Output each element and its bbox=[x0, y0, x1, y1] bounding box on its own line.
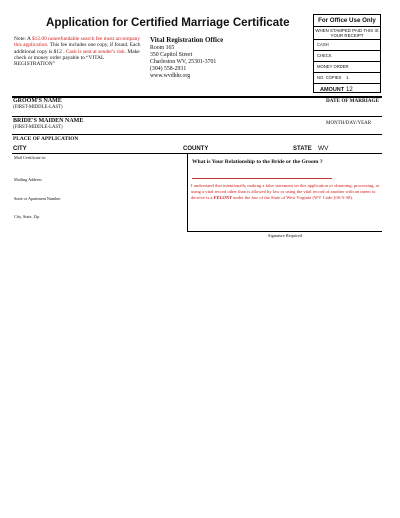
divider bbox=[12, 153, 382, 154]
page-title: Application for Certified Marriage Certificate bbox=[46, 16, 290, 29]
divider bbox=[12, 116, 382, 117]
state-label: STATE bbox=[293, 146, 312, 152]
signature-label: Signature Required bbox=[268, 233, 303, 238]
fee-note bbox=[14, 36, 142, 67]
suite-label: Suite or Apartment Number bbox=[14, 196, 61, 201]
office-address-line: 350 Capitol Street bbox=[150, 52, 193, 58]
office-use-box bbox=[313, 14, 381, 93]
office-row-copies bbox=[314, 73, 380, 84]
note-middle: This fee includes one copy, if found. Each additional copy is $12 . bbox=[14, 42, 141, 55]
place-of-application-label: PLACE OF APPLICATION bbox=[13, 136, 79, 142]
divider bbox=[12, 134, 382, 135]
office-row-cash bbox=[314, 40, 380, 51]
signature-field[interactable] bbox=[190, 216, 380, 231]
office-row-label: CASH bbox=[317, 42, 329, 47]
office-address-line: Charleston WV, 25301-3701 bbox=[150, 59, 217, 65]
office-name: Vital Registration Office bbox=[150, 36, 224, 44]
note-prefix: Note: A bbox=[14, 36, 32, 42]
note-suffix: Make check or money order payable to “VITAL REGISTRATION” bbox=[14, 48, 140, 68]
groom-name-field[interactable] bbox=[13, 98, 63, 111]
warning-prefix: I understand that intentionally making a false statement on this application or obtaining, processing, or using a vital record other than is allowed by law or using the vital record of another with an intent to deceive is a bbox=[191, 183, 380, 200]
groom-name-label: GROOM'S NAME bbox=[13, 98, 62, 104]
bride-name-label: BRIDE'S MAIDEN NAME bbox=[13, 118, 84, 124]
copies-value: 1 bbox=[346, 75, 349, 80]
office-phone: (304) 558-2931 bbox=[150, 66, 187, 72]
office-use-heading: For Office Use Only bbox=[314, 15, 380, 27]
county-label[interactable]: COUNTY bbox=[183, 146, 209, 152]
note-fee-highlight: $12.00 nonrefundable search fee must accompany this application. bbox=[14, 36, 141, 49]
mail-certificate-label: Mail Certificate to: bbox=[14, 155, 47, 160]
bride-name-field[interactable] bbox=[13, 118, 83, 131]
groom-name-sublabel: (FIRST-MIDDLE-LAST) bbox=[13, 105, 63, 110]
relationship-answer-line[interactable] bbox=[192, 178, 332, 179]
office-address bbox=[150, 36, 223, 80]
office-stamp-note: WHEN STAMPED PAID THIS IS YOUR RECEIPT bbox=[315, 28, 379, 39]
mailing-address-label: Mailing Address bbox=[14, 177, 42, 182]
warning-felony: FELONY bbox=[213, 194, 232, 200]
relationship-question: What is Your Relationship to the Bride or the Groom ? bbox=[192, 159, 323, 165]
felony-warning bbox=[191, 183, 381, 200]
date-of-marriage-label: DATE OF MARRIAGE bbox=[326, 98, 380, 104]
office-row-label: CHECK bbox=[317, 53, 332, 58]
office-address-line: Room 165 bbox=[150, 45, 175, 51]
amount-label: AMOUNT bbox=[320, 87, 345, 93]
bride-name-sublabel: (FIRST-MIDDLE-LAST) bbox=[13, 125, 63, 130]
date-format-label: MONTH/DAY/YEAR bbox=[326, 121, 372, 126]
office-row-label: NO. COPIES bbox=[317, 75, 342, 80]
office-row-label: MONEY ORDER bbox=[317, 64, 349, 69]
state-value[interactable]: WV bbox=[318, 145, 329, 152]
office-website: www.wvdhhr.org bbox=[150, 73, 191, 79]
signature-line bbox=[187, 231, 382, 232]
warning-suffix: under the law of the State of West Virginia (WV Code §16-5-38). bbox=[231, 194, 354, 200]
city-state-zip-field[interactable] bbox=[12, 220, 184, 232]
office-row-check bbox=[314, 51, 380, 62]
note-cash-warning: Cash is sent at sender's risk. bbox=[65, 48, 127, 55]
office-row-money-order bbox=[314, 62, 380, 73]
city-label[interactable]: CITY bbox=[13, 146, 27, 152]
divider bbox=[187, 153, 188, 231]
amount-value: 12 bbox=[346, 87, 353, 93]
city-state-zip-label: City, State, Zip bbox=[14, 214, 40, 219]
mailing-address-field[interactable] bbox=[12, 184, 184, 196]
office-amount-row bbox=[314, 84, 380, 96]
